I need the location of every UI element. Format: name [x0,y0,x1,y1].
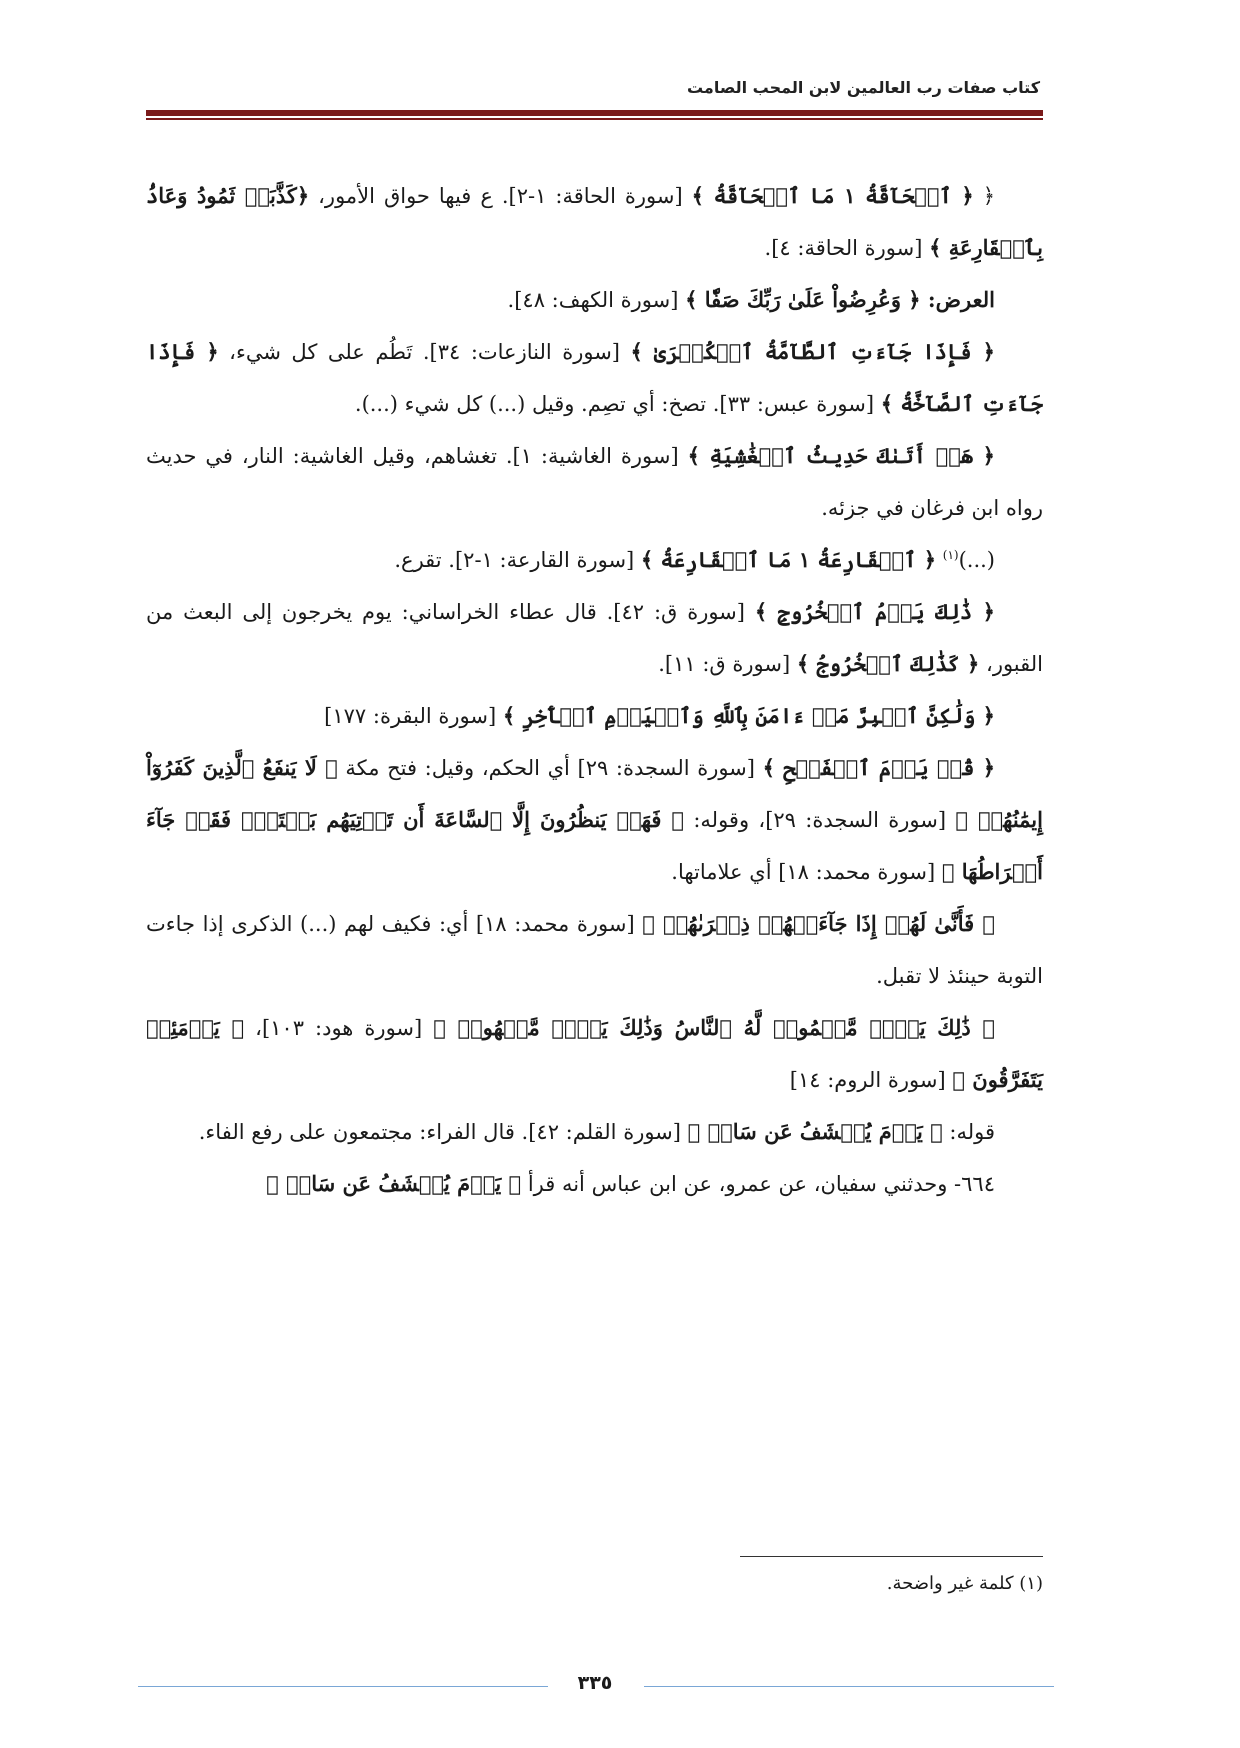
quran-verse: ﴿ ذَٰلِكَ يَوۡمٞ مَّجۡمُوعٞ لَّهُ ٱلنَّاسُ وَذَٰلِكَ يَوۡمٞ مَّشۡهُودٞ ﴾ [433,1015,995,1040]
quran-verse: ﴿ وَلَٰكِنَّ ٱلۡبِرَّ مَنۡ ءَامَنَ بِٱللَّهِ وَٱلۡيَوۡمِ ٱلۡأٓخِرِ ﴾ [502,703,995,728]
commentary-text: [سورة محمد: ١٨] أي: فكيف لهم (...) الذكرى إذا جاءت التوبة حينئذ لا تقبل. [146,912,1043,988]
quran-verse: ﴿ وَعُرِضُواْ عَلَىٰ رَبِّكَ صَفّٗا ﴾ [685,287,921,312]
paragraph-ard [146,274,1043,326]
paragraph-tamma [146,326,1043,430]
quran-verse: ﴿ فَهَلۡ يَنظُرُونَ إِلَّا ٱلسَّاعَةَ أَن تَأۡتِيَهُم بَغۡتَةٗۖ فَقَدۡ جَآءَ أَشۡرَاطُهَا ﴾ [146,807,1043,884]
commentary-text: [سورة هود: ١٠٣]، [244,1016,434,1040]
footnote: (١) كلمة غير واضحة. [886,1573,1043,1594]
page-number: ٣٣٥ [577,1672,613,1694]
paragraph-khuruj [146,586,1043,690]
commentary-text: [سورة ق: ١١]. [658,652,797,676]
page-number-line-left [138,1686,548,1687]
header-rule [146,110,1043,116]
quran-verse: ﴿ فَإِذَا جَآءَتِ ٱلطَّآمَّةُ ٱلۡكُبۡرَىٰ ﴾ [630,339,995,364]
commentary-text: [سورة السجدة: ٢٩]، وقوله: [684,808,956,832]
commentary-text: [سورة الكهف: ٤٨]. [507,288,686,312]
paragraph-fath [146,742,1043,898]
quran-verse: ﴿ يَوۡمَ يُكۡشَفُ عَن سَاقٖ ﴾ [687,1119,943,1144]
quran-verse: ﴿ كَذَٰلِكَ ٱلۡخُرُوجُ ﴾ [796,651,980,676]
commentary-text: [سورة عبس: ٣٣]. تصخ: أي تصِم. وقيل (...) كل شيء (...). [354,392,881,416]
quran-verse: ﴿ ٱلۡحَآقَّةُ ١ مَا ٱلۡحَآقَّةُ ﴾ [691,183,974,208]
quran-verse: ﴿ قُلۡ يَوۡمَ ٱلۡفَتۡحِ ﴾ [762,755,995,780]
term-heading: العرض: [920,287,995,312]
commentary-text: [سورة الحاقة: ٤]. [764,236,930,260]
quran-verse: ﴿ هَلۡ أَتَىٰكَ حَدِيثُ ٱلۡغَٰشِيَةِ ﴾ [687,443,995,468]
commentary-text: [سورة ق: ٤٢]. قال عطاء الخراساني: يوم يخرجون إلى البعث من القبور، [146,600,1043,676]
paragraph-qaria [146,534,1043,586]
commentary-text: [سورة القلم: ٤٢]. قال الفراء: مجتمعون على رفع الفاء. [198,1120,688,1144]
footnote-ref: (١) [942,548,959,562]
commentary-text [936,548,943,572]
page-number-line-right [644,1686,1054,1687]
commentary-text: [سورة النازعات: ٣٤]. تَطُم على كل شيء، [218,340,631,364]
commentary-text: [سورة الحاقة: ١-٢]. ع فيها حواق الأمور، [309,184,692,208]
quran-verse: ﴿ فَأَنَّىٰ لَهُمۡ إِذَا جَآءَتۡهُمۡ ذِكۡرَىٰهُمۡ ﴾ [642,911,996,936]
quran-verse: ﴿ لَا يَنفَعُ ٱلَّذِينَ كَفَرُوٓاْ إِيمَٰنُهُمۡ ﴾ [146,755,1043,832]
paragraph-ghashiya [146,430,1043,534]
footnote-separator [740,1556,1043,1557]
commentary-text: (...) [958,548,995,572]
commentary-text: [سورة الغاشية: ١]. تغشاهم، وقيل الغاشية: النار، في حديث رواه ابن فرغان في جزئه. [146,444,1043,520]
quran-verse: ﴿ يَوۡمَ يُكۡشَفُ عَن سَاقٖ ﴾ [266,1171,522,1196]
body-text [146,170,1043,1210]
paragraph-majmu [146,1002,1043,1106]
running-header-title: كتاب صفات رب العالمين لابن المحب الصامت [686,78,1040,97]
commentary-text: [سورة البقرة: ١٧٧] [324,704,503,728]
commentary-text: ٦٦٤- وحدثني سفيان، عن عمرو، عن ابن عباس أنه قرأ [521,1172,995,1196]
commentary-text: ﴿ [973,184,996,208]
commentary-text: [سورة الروم: ١٤] [789,1068,953,1092]
commentary-text: [سورة محمد: ١٨] أي علاماتها. [671,860,942,884]
paragraph-birr [146,690,1043,742]
commentary-text: [سورة السجدة: ٢٩] أي الحكم، وقيل: فتح مكة [337,756,763,780]
quran-verse: ﴿ ذَٰلِكَ يَوۡمُ ٱلۡخُرُوجِ ﴾ [754,599,995,624]
quran-verse: ﴿كَذَّبَتۡ ثَمُودُ وَعَادُۢ بِٱلۡقَارِعَةِ ﴾ [146,183,1043,260]
paragraph-hadith-664 [146,1158,1043,1210]
quran-verse: ﴿ ٱلۡقَارِعَةُ ١ مَا ٱلۡقَارِعَةُ ﴾ [640,547,937,572]
header-rule-thin [146,118,1043,120]
paragraph-haqqa [146,170,1043,274]
paragraph-saq [146,1106,1043,1158]
quran-verse: ﴿ فَإِذَا جَآءَتِ ٱلصَّآخَّةُ ﴾ [146,339,1043,416]
commentary-text: [سورة القارعة: ١-٢]. تقرع. [394,548,641,572]
paragraph-dhikra [146,898,1043,1002]
quran-verse: ﴿ يَوۡمَئِذٖ يَتَفَرَّقُونَ ﴾ [146,1015,1043,1092]
commentary-text: قوله: [942,1120,995,1144]
